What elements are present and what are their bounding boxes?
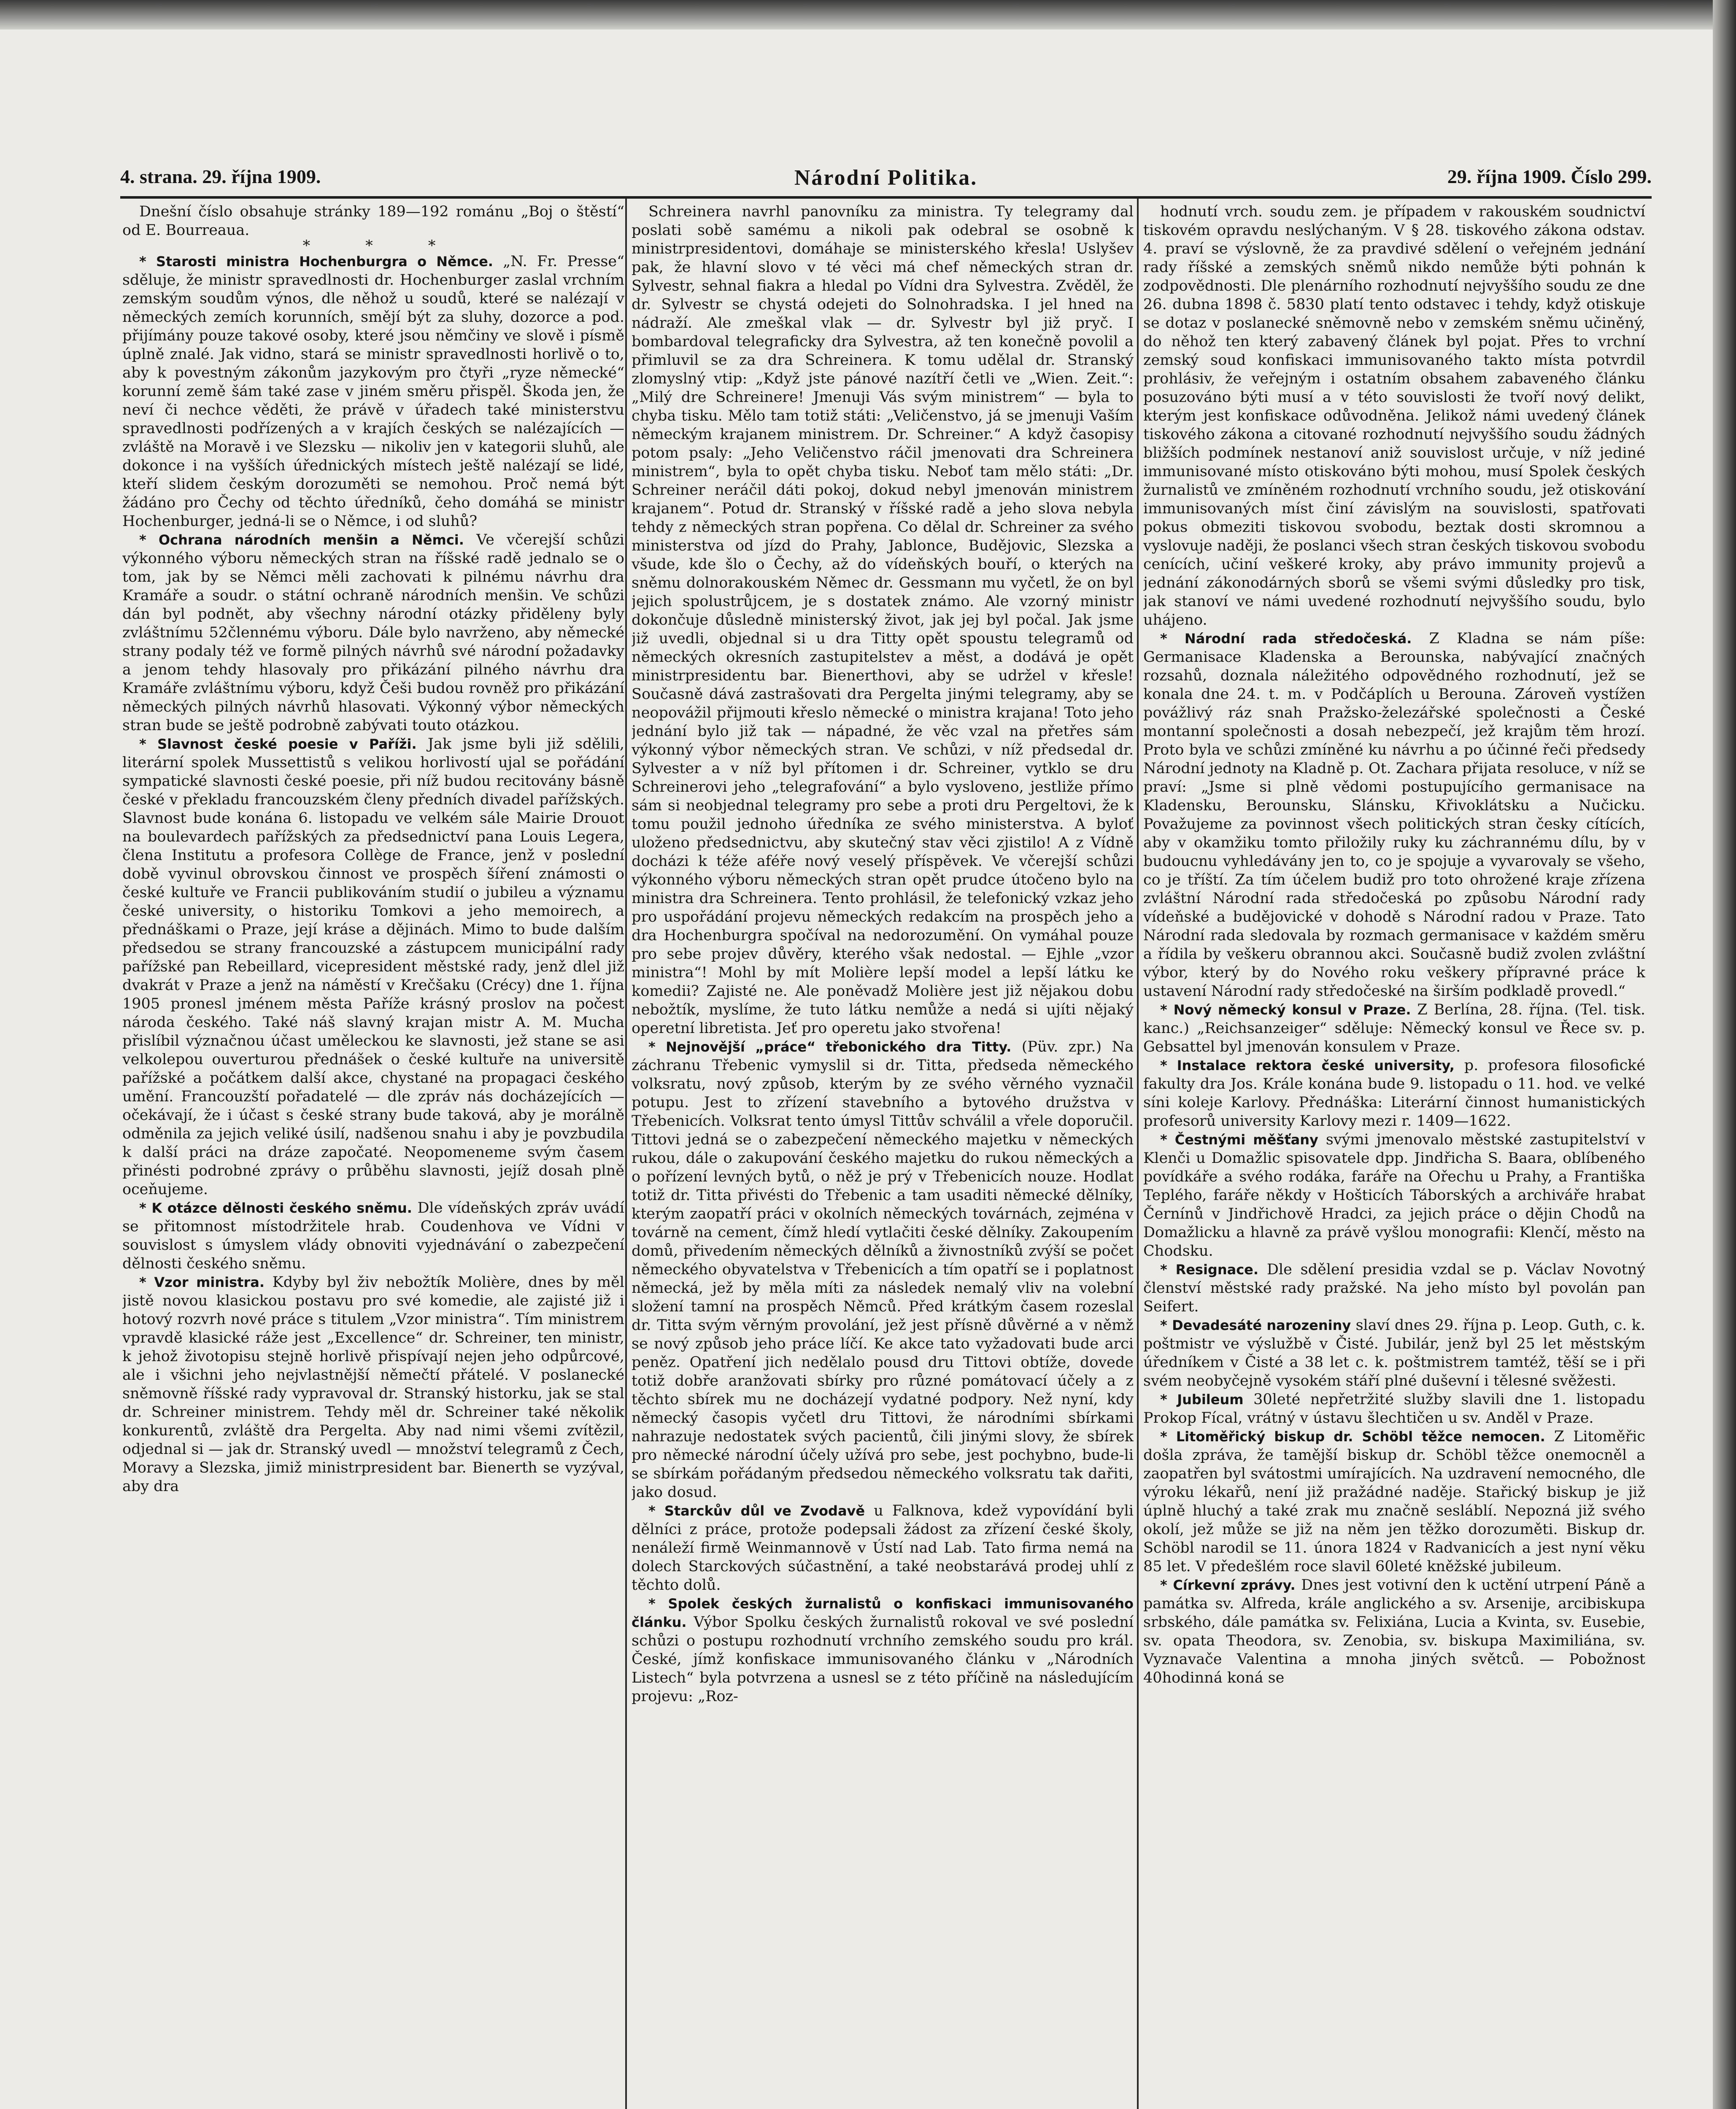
article-heading: * Vzor ministra. xyxy=(139,1274,265,1290)
article-paragraph xyxy=(1143,1390,1645,1427)
article-text: Z Berlína, 28. října. (Tel. tisk. kanc.) „Reichsanzeiger“ sděluje: Německý konsul ve Řece sv. p. Gebsattel byl jmenován konsulem v Praze. xyxy=(1143,1001,1645,1055)
scan-shadow-top xyxy=(0,0,1736,30)
article-text: hodnutí vrch. soudu zem. je případem v rakouském soudnictví tiskovém opravdu neslýchaným. V § 28. tiskového zákona odstav. 4. praví se výslovně, že za pravdivé sdělení o veřejném jednání rady říšské a zemských sněmů nikdo nemůže býti pohnán k zodpovědnosti. Dle plenárního rozhodnutí nejvyššího soudu ze dne 26. dubna 1898 č. 5830 platí tento odstavec i tehdy, když otiskuje se dotaz v poslanecké sněmovně nebo v zemském sněmu učiněný, do něhož ten který zabavený článek byl pojat. Přes to vrchní zemský soud konfiskaci immunisovaného takto místa potvrdil prohlásiv, že veřejným i ostatním obsahem zabaveného článku posuzováno býti musí a v této souvislosti že tvoří nový delikt, kterým jest konfiskace odůvodněna. Jelikož námi uvedený článek tiskového zákona a citované rozhodnutí nejvyššího soudu žádných bližších podmínek nestanoví aniž souvislost určuje, v níž jediné immunisované místo otiskováno býti mohou, musí Spolek českých žurnalistů ve zmíněném rozhodnutí vrchního soudu, jež otiskování immunisovaných míst činí závislým na souvislosti, spatřovati pokus obmeziti tiskovou svobodu, beztak dosti skromnou a vyslovuje naději, že poslanci všech stran českých tiskovou svobodu cenících, učiní veškeré kroky, aby právo immunity projevů a jednání zákonodárných sborů se všemi svými důsledky pro tisk, jak stanoví ve námi uvedené rozhodnutí nejvyššího soudu, bylo uhájeno. xyxy=(1143,203,1645,628)
article-text: „N. Fr. Presse“ sděluje, že ministr spravedlnosti dr. Hochenburger zaslal vrchním zemským soudům výnos, dle něhož u soudů, které se nalézají v německých zemích korunních, smějí být za sluhy, dozorce a pod. přijímány pouze takové osoby, které jsou němčiny ve slově i písmě úplně znalé. Jak vidno, stará se ministr spravedlnosti horlivě o to, aby k povestným zákonům jazykovým pro čtyři „ryze německé“ korunní země šám také zase v jiném směru přispěl. Škoda jen, že neví či nechce věděti, že právě v úřadech také ministerstvu spravedlnosti podřízených a v krajích českých se nalézajících — zvláště na Moravě i ve Slezsku — nikoliv jen v kategorii sluhů, ale dokonce i na vyšších úřednických místech ještě nalézají se lidé, kteří slidem českým dorozuměti se nemohou. Proč nemá být žádáno pro Čechy od těchto úředníků, čeho domáhá se ministr Hochenburger, jedná-li se o Němce, i od sluhů? xyxy=(122,253,624,530)
article-paragraph xyxy=(122,1273,624,1496)
article-heading: * Nový německý konsul v Praze. xyxy=(1160,1002,1411,1018)
article-text: Dle sdělení presidia vzdal se p. Václav Novotný členství městské rady pražské. Na jeho místo byl povolán pan Seifert. xyxy=(1143,1261,1645,1315)
article-text: Ve včerejší schůzi výkonného výboru německých stran na říšské radě jednalo se o tom, jak by se Němci měli zachovati k pilnému návrhu dra Kramáře a soudr. o státní ochraně národních menšin. Ve schůzi dán byl podnět, aby všechny národní otázky přiděleny byly zvláštnímu 52člennému výboru. Dále bylo navrženo, aby německé strany podaly též ve formě pilných návrhů své národní požadavky a jenom tehdy hlasovaly pro přikázání pilného návrhu dra Kramáře zvláštnímu výboru, když Češi budou rovněž pro přikázání německých pilných návrhů hlasovati. Výkonný výbor německých stran bude se ještě podrobně zabývati touto otázkou. xyxy=(122,531,624,734)
article-paragraph xyxy=(1143,1427,1645,1576)
article-paragraph xyxy=(122,735,624,1199)
article-text: svými jmenovalo městské zastupitelství v Klenči u Domažlic spisovatele dpp. Jindřicha S. Baara, oblíbeného povídkáře a svého rodáka, faráře na Ořechu u Prahy, a Františka Tepléhо, faráře někdy v Hošticích Táborských a archiváře hrabat Černínů v Jindřichově Hradci, za jejich práce o dějin Chodů na Domažlicku a hlavně za právě vyšlou monografii: Klenčí, město na Chodsku. xyxy=(1143,1131,1645,1259)
article-heading: * Resignace. xyxy=(1160,1262,1259,1278)
article-heading: * Slavnost české poesie v Paříži. xyxy=(139,736,417,752)
article-text: Výbor Spolku českých žurnalistů rokoval ve své poslední schůzi o postupu rozhodnutí vrchního zemského soudu pro král. České, jímž konfiskace immunisovaného článku v „Národních Listech“ byla potvrzena a usnesl se z této příčině na následujícím projevu: „Roz- xyxy=(632,1614,1134,1705)
article-paragraph xyxy=(122,252,624,531)
article-heading: * Ochrana národních menšin a Němci. xyxy=(139,532,464,548)
column-3 xyxy=(1143,202,1645,2109)
article-text: Z Kladna se nám píše: Germanisace Kladenska a Berounska, nabývající značných rozsahů, doznala náležitého odpovědného rozhodnutí, jež se konala dne 24. t. m. v Podčáplích u Berouna. Zároveň vystížen povážlivý ráz snah Pražsko-železářské společnosti a České montanní společnosti a dosah nebezpečí, jež krajům těm hrozí. Proto byla ve schůzi zmíněné ku návrhu a po účinné řeči předsedy Národní jednoty na Kladně p. Ot. Zachara přijata resoluce, v níž se praví: „Jsme si plně vědomi postupujícího germanisace na Kladensku, Berounsku, Slánsku, Křivoklátsku a Nučicku. Považujeme za povinnost všech politických stran česky cítících, aby v okamžiku tomto přiložily ruky ku záchrannému dílu, by v budoucnu vyhledávány jen to, co je spojuje a vyvarovaly se všeho, co je tříští. Za tím účelem budiž pro toto ohrožené kraje zřízena zvláštní Národní rada středočeská po způsobu Národní rady vídeňské a budějovické v dohodě s Národní radou v Praze. Tato Národní rada sledovala by rozmach germanisace v každém směru a řídila by veškeru obrannou akci. Současně budiž zvolen zvláštní výbor, který by do Nového roku veškery přípravné práce k ustavení Národní rady středočeské na širším podkladě provedl.“ xyxy=(1143,630,1645,1000)
article-heading: * Nejnovější „práce“ třebonického dra Titty. xyxy=(648,1039,1012,1055)
article-paragraph xyxy=(122,202,624,240)
article-text: p. profesora filosofické fakulty dra Jos. Krále konána bude 9. listopadu o 11. hod. ve velké síni koleje Karlovy. Přednáška: Literární činnost humanistických profesorů university Karlovy mezi r. 1409—1622. xyxy=(1143,1057,1645,1130)
article-paragraph xyxy=(1143,1260,1645,1316)
article-heading: * Starosti ministra Hochenburgra o Němce. xyxy=(139,254,493,270)
article-text: Dle vídeňských zpráv uvádí se přitomnost místodržitele hrab. Coudenhova ve Vídni v souvislost s úmyslem vlády obnoviti vyjednávání o zabezpečení dělnosti českého sněmu. xyxy=(122,1200,624,1272)
article-heading: * K otázce dělnosti českého sněmu. xyxy=(139,1200,412,1216)
article-text: slaví dnes 29. října p. Leop. Guth, c. k. poštmistr ve výslužbě v Čisté. Jubilár, jenž byl 25 let městským úředníkem v Čisté a 38 let c. k. poštmistrem tamtéž, těší se i při svém neobyčejně vysokém stáří plné duševní i tělesné svěžesti. xyxy=(1143,1317,1645,1389)
newspaper-title: Národní Politika. xyxy=(794,166,978,190)
article-heading: * Litoměřický biskup dr. Schöbl těžce nemocen. xyxy=(1160,1429,1545,1445)
article-text: Dnes jest votivní den k uctění utrpení Páně a památka sv. Alfreda, krále anglického a sv. Arsenije, arcibiskupa srbského, dále památka sv. Felixiána, Lucia a Kvinta, sv. Eusebie, sv. opata Theodora, sv. Zenobia, sv. biskupa Maximiliána, sv. Vyznavače Valentina a mnoha jiných světců. — Pobožnost 40hodinná koná se xyxy=(1143,1577,1645,1686)
article-heading: * Starckův důl ve Zvodavě xyxy=(648,1503,865,1519)
article-paragraph xyxy=(632,1594,1134,1706)
article-paragraph xyxy=(1143,1316,1645,1390)
article-heading: * Spolek českých žurnalistů o konfiskaci immunisovaného článku. xyxy=(632,1596,1134,1630)
article-paragraph xyxy=(1143,1001,1645,1056)
article-text: Dnešní číslo obsahuje stránky 189—192 románu „Boj o štěstí“ od E. Bourreaua. xyxy=(122,203,624,239)
article-paragraph xyxy=(632,202,1134,1038)
article-paragraph xyxy=(632,1502,1134,1594)
article-paragraph xyxy=(1143,1130,1645,1260)
article-heading: * Církevní zprávy. xyxy=(1160,1577,1296,1593)
article-paragraph xyxy=(1143,202,1645,629)
article-text: u Falknova, kdež vypovídání byli dělníci z práce, protože podepsali žádost za zřízení české školy, nenáleží firmě Weinmannově v Ústí nad Lab. Tato firma nemá na dolech Starckových súčastnění, a také neobstarává prodej uhlí z těchto dolů. xyxy=(632,1502,1134,1594)
article-paragraph xyxy=(1143,629,1645,1001)
issue-date-number: 29. října 1909. Číslo 299. xyxy=(1447,166,1652,187)
header-rule xyxy=(120,196,1652,199)
scan-shadow-right xyxy=(1713,0,1736,2109)
article-heading: * Jubileum xyxy=(1160,1392,1244,1408)
article-text: Kdyby byl živ nebožtík Molière, dnes by měl jistě novou klasickou postavu pro své komedie, ale zajisté již i hotový rozvrh nové práce s titulem „Vzor ministra“. Tím ministrem vpravdě klasické ráže jest „Excellence“ dr. Schreiner, ten ministr, k jehož životopisu stejně horlivě přispívají nejen jeho odpůrcové, ale i všichni jeho nejvlastnější němečtí přátelé. V poslanecké sněmovně říšské rady vypravoval dr. Stranský historku, jak se stal dr. Schreiner ministrem. Tehdy měl dr. Schreiner také několik konkurentů, zvláště dra Pergelta. Aby nad nimi všemi zvítězil, odjednal si — jak dr. Stranský uvedl — množství telegramů z Čech, Moravy a Slezska, jimiž ministrpresident bar. Bienerth se vyzýval, aby dra xyxy=(122,1274,624,1495)
article-paragraph xyxy=(1143,1576,1645,1687)
article-paragraph xyxy=(632,1038,1134,1502)
article-text: Jak jsme byli již sdělili, literární spolek Mussettistů s velikou horlivostí ujal se pořádání sympatické slavnosti české poesie, při níž budou recitovány básně české v překladu francouzském členy předních divadel pařížských. Slavnost bude konána 6. listopadu ve velkém sále Mairie Drouot na boulevardech pařížských za předsednictví pana Louis Legera, člena Institutu a profesora Collège de France, jenž v poslední době vyvinul obrovskou činnost ve prospěch šíření známosti o české kultuře ve Francii publikováním studií o jubileu a významu české university, o historiku Tomkovi a jeho memoirech, a přednáškami o Praze, její kráse a dějinách. Mimo to bude dalším předsedou se strany francouzské a zástupcem municipální rady pařížské pan Rebeillard, vicepresident městské rady, jenž dlel již dvakrát v Praze a jenž na náměstí v Krečšaku (Crécy) dne 1. října 1905 pronesl jménem města Paříže krásný proslov na počest národa českého. Také náš slavný krajan mistr A. M. Mucha přislíbil význačnou účast uměleckou ke slavnosti, jež stane se asi velkolepou ouverturou přednášek o české kultuře na universitě pařížské a počátkem další akce, chystané na propagaci českého umění. Francouzští pořadatelé — dle zpráv nás docházejících — očekávají, že i účast s české strany bude taková, aby je morálně odměnila za jejich veliké úsilí, nadšenou snahu i aby je povzbudila k další práci na dráze započaté. Neopomeneme svým časem přinésti podrobné zprávy o průběhu slavnosti, jejíž dosah plně oceňujeme. xyxy=(122,736,624,1198)
article-heading: * Devadesáté narozeniny xyxy=(1160,1317,1351,1333)
column-2 xyxy=(632,202,1134,2109)
article-text: 30leté nepřetržité služby slavili dne 1. listopadu Prokop Fícal, vrátný v ústavu šlechtičen u sv. Anděl v Praze. xyxy=(1143,1391,1645,1427)
article-heading: * Národní rada středočeská. xyxy=(1160,631,1412,647)
article-heading: * Instalace rektora české university, xyxy=(1160,1057,1455,1073)
article-heading: * Čestnými měšťany xyxy=(1160,1132,1318,1148)
page-number-date: 4. strana. 29. října 1909. xyxy=(120,166,321,187)
page-header xyxy=(120,165,1652,195)
article-text: Z Litoměřic došla zpráva, že tamější biskup dr. Schöbl těžce onemocněl a zaopatřen byl svátostmi umírajících. Na uzdravení nemocného, dle výroku lékařů, není již pražádné naděje. Stařický biskup je již úplně hluchý a také zrak mu značně sesláblí. Nepozná již svého okolí, jež může se již na něm jen těžko dorozuměti. Biskup dr. Schöbl narodil se 11. února 1824 v Radvanicích a jest nyní věku 85 let. V předešlém roce slavil 60leté kněžské jubileum. xyxy=(1143,1428,1645,1575)
article-text: (Püv. zpr.) Na záchranu Třebenic vymyslil si dr. Titta, předseda německého volksratu, nový způsob, kterým by ze svého věrného vyznačil potupu. Jest to zřízení stavebního a bytového družstva v Třebenicích. Volksrat tento úmysl Tittův schválil a vřele doporučil. Tittovi jedná se o zabezpečení německého majetku v německých rukou, dále o zakupování českého majetku do rukou německých a o pořízení levných bytů, o něž je prý v Třebenicích nouze. Hodlat totiž dr. Titta přivésti do Třebenic a tam usaditi německé dělníky, kterým zaopatří práci v okolních německých továrnách, zejména v továrně na cement, čímž hledí vytlačiti české dělníky. Zakoupením domů, přivedením německých dělníků a živnostníků zvýší se počet německého obyvatelstva v Třebenicích a tím opatří se i poplatnost německá, jež by měla míti za následek nemalý vliv na volební složení tamní na prospěch Němců. Před krátkým časem rozeslal dr. Titta svým věrným provolání, jež jest přísně důvěrné a v němž se nový způsob jeho práce líčí. Ke akce tato vyžadovati bude arci peněz. Opatření jich nedělalo pousd dru Tittovi obtíže, dovede totiž dobře aranžovati sbírky pro různé pomátovací účely a z těchto sbírek mu ne docházejí vydatné podpory. Než nyní, kdy německý časopis vyčetl dru Tittovi, že národními sbírkami nahrazuje nedostatek svých pacientů, čili jinými slovy, že sbírek pro německé národní účely užívá pro sebe, jest pochybno, bude-li se sbírkám pořádaným předsedou německého volksratu tak dařiti, jako dosud. xyxy=(632,1038,1134,1501)
section-separator: * * * xyxy=(302,237,461,254)
column-divider xyxy=(625,198,627,2109)
column-divider xyxy=(1137,198,1139,2109)
article-paragraph xyxy=(122,531,624,735)
article-paragraph xyxy=(122,1199,624,1273)
column-1 xyxy=(122,202,624,2109)
article-text: Schreinera navrhl panovníku za ministra. Ty telegramy dal poslati sobě samému a nikoli pak odebral se osobně k ministrpresidentovi, domáhaje se ministerského křesla! Uslyšev pak, že hlavní slovo v té věci má chef německých stran dr. Sylvestr, sehnal fiakra a hledal po Vídni dra Sylvestra. Zvěděl, že dr. Sylvestr se chystá odejeti do Solnohradska. I jel hned na nádraží. Ale zmeškal vlak — dr. Sylvestr byl již pryč. I bombardoval telegraficky dra Sylvestra, až ten konečně povolil a přimluvil se za dra Schreinera. K tomu udělal dr. Stranský zlomyslný vtip: „Když jste pánové nazítří četli ve „Wien. Zeit.“: „Milý dre Schreinere! Jmenuji Vás svým ministrem“ — byla to chyba tisku. Mělo tam totiž státi: „Veličenstvo, já se jmenuji Vaším německým krajanem ministrem. Dr. Schreiner.“ A když časopisy potom psaly: „Jeho Veličenstvo ráčil jmenovati dra Schreinera ministrem“, byla to opět chyba tisku. Neboť tam mělo státi: „Dr. Schreiner neráčil dáti pokoj, dokud nebyl jmenován ministrem krajanem“. Potud dr. Stranský v říšské radě a jeho slova nebyla tehdy z německých stran popřena. Co dělal dr. Schreiner za svého ministerstva od jízd do Prahy, Jablonce, Budějovic, Slezska a všude, kde šlo o Čechy, až do vídeňských bouří, o kterých na sněmu dolnorakouském Němec dr. Gessmann mu vyčetl, že on byl jejich spolustrůjcem, je s dostatek známo. Ale vzorný ministr dokončuje důsledně ministerský život, jak jej byl počal. Jak jsme již uvedli, objednal si u dra Titty opět spoustu telegramů od německých okresních zastupitelstev a měst, a dodává je opět ministrpresidentu bar. Bienerthovi, aby se udržel v křesle! Současně dává zastrašovati dra Pergelta jinými telegramy, aby se neopovážil přijmouti křeslo německé o ministra krajana! Toto jeho jednání bylo již tak — nápadné, že věc vzal na přetřes sám výkonný výbor německých stran. Ve schůzi, v níž předsedal dr. Sylvester a v níž byl přítomen i dr. Schreiner, vytklo se dru Schreinerovi jeho „telegrafování“ a bylo vysloveno, jestliže přímo sám si neobjednal telegramy pro sebe a proti dru Pergeltovi, že k tomu použil jednoho úředníka ze svého ministerstva. A byloť uloženo předsednictvu, aby skutečný stav věci zjistilo! A z Vídně docházi k téže aféře nový veselý příspěvek. Ve včerejší schůzi výkonného výboru německých stran opět prudce útočeno bylo na ministra dra Schreinera. Tento prohlásil, že telefonický vzkaz jeho pro uspořádání projevu německých redakcím na prospěch jeho a dra Hochenburgra spočíval na nedorozumění. On vymáhal pouze pro sebe projev důvěry, kterého však nedostal. — Ejhle „vzor ministra“! Mohl by mít Molière lepší model a lepší látku ke komedii? Zajisté ne. Ale poněvadž Molière jest již nějakou dobu nebožtík, myslíme, že tuto látku nemůže a nedá si ujíti nějaký operetní libretista. Jeť pro operetu jako stvořena! xyxy=(632,203,1134,1037)
article-paragraph xyxy=(1143,1056,1645,1130)
